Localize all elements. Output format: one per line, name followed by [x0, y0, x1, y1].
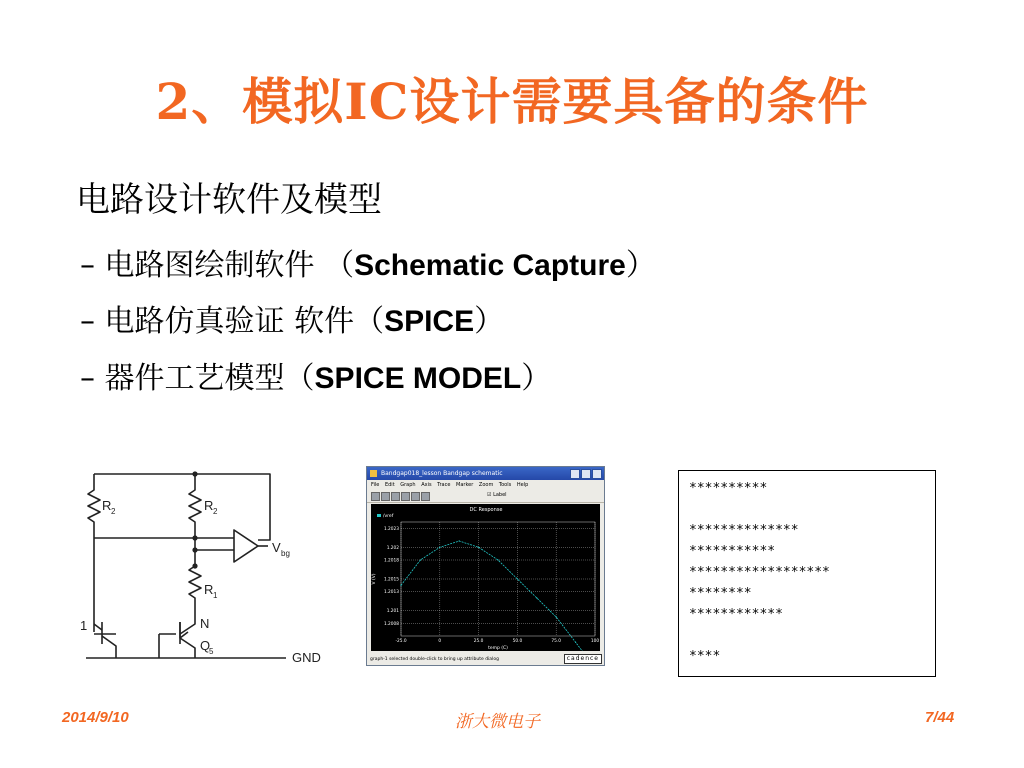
data-point: [536, 597, 537, 598]
label-r2-left-sub: 2: [111, 507, 116, 516]
dc-response-plot: [371, 504, 600, 651]
menu-marker[interactable]: Marker: [456, 482, 474, 488]
y-axis-label: V (V): [372, 573, 377, 585]
bullet-english: SPICE MODEL: [314, 362, 522, 395]
plot-title: DC Response: [469, 507, 503, 513]
data-point: [400, 585, 401, 586]
data-point: [556, 616, 557, 617]
window-title: Bandgap018_lesson Bandgap schematic: [381, 470, 503, 477]
x-tick-label: 0: [438, 639, 442, 644]
legend-swatch: [377, 514, 381, 517]
data-point: [459, 540, 460, 541]
label-r2-mid-sub: 2: [213, 507, 218, 516]
x-tick-label: -25.0: [395, 639, 407, 644]
simulator-window: [366, 466, 605, 666]
model-line: ******************: [689, 565, 830, 580]
y-tick-label: 1.2023: [383, 526, 399, 532]
y-tick-label: 1.202: [386, 545, 399, 551]
label-vbg: V: [272, 540, 281, 555]
model-line: ****: [689, 649, 721, 664]
minimize-icon[interactable]: [570, 469, 580, 479]
data-point: [575, 642, 576, 643]
bullet-schematic-capture: [80, 240, 656, 284]
menu-edit[interactable]: Edit: [384, 482, 395, 488]
bullet-dash: –: [80, 248, 95, 283]
label-q5: Q: [200, 638, 211, 653]
y-tick-label: 1.2013: [383, 590, 399, 596]
close-icon[interactable]: [592, 469, 602, 479]
bullet-spice-model: [80, 353, 551, 397]
menu-trace[interactable]: Trace: [437, 482, 451, 488]
menu-tools[interactable]: Tools: [498, 482, 512, 488]
bullet-end: ）: [474, 304, 505, 339]
bandgap-circuit-diagram: [72, 462, 332, 674]
label-n: N: [200, 616, 210, 631]
data-point: [420, 559, 421, 560]
menu-axis[interactable]: Axis: [421, 482, 432, 488]
menu-help[interactable]: Help: [516, 482, 529, 488]
print-icon[interactable]: [371, 492, 380, 501]
junction-dot: [192, 563, 197, 568]
y-tick-label: 1.201: [386, 609, 399, 615]
data-point: [478, 547, 479, 548]
model-line: ********: [689, 586, 752, 601]
model-line: **********: [689, 481, 768, 496]
slide-title: 2、模拟IC设计需要具备的条件: [155, 72, 869, 131]
series-line-vref: [401, 541, 595, 651]
label-text: Label: [493, 492, 507, 498]
menu-zoom[interactable]: Zoom: [478, 482, 494, 488]
x-tick-label: 100: [590, 639, 600, 644]
bullet-text: 电路图绘制软件 （: [95, 248, 355, 283]
x-tick-label: 75.0: [551, 639, 561, 644]
window-titlebar: [367, 467, 604, 480]
x-axis-label: temp (C): [488, 646, 508, 651]
label-r1-sub: 1: [213, 591, 218, 600]
footer-page-number: 7/44: [925, 709, 955, 726]
label-1: 1: [80, 618, 88, 633]
bullet-spice: [80, 296, 504, 340]
label-gnd: GND: [292, 650, 321, 665]
footer-date: 2014/9/10: [62, 709, 129, 726]
data-point: [497, 559, 498, 560]
toolbar-icon[interactable]: [421, 492, 430, 501]
junction-dot: [192, 535, 197, 540]
model-line: ************: [689, 607, 783, 622]
window-controls: [569, 469, 602, 484]
label-r2-left: R: [102, 498, 112, 513]
data-point: [517, 578, 518, 579]
x-tick-label: 50.0: [512, 639, 523, 644]
cadence-logo: cadence: [564, 654, 602, 664]
app-icon: [370, 470, 377, 477]
spice-model-text-box: [678, 470, 936, 677]
footer-organization: 浙大微电子: [455, 712, 540, 732]
data-point: [439, 547, 440, 548]
bullet-end: ）: [625, 248, 656, 283]
label-r2-mid: R: [204, 498, 214, 513]
junction-dot: [192, 547, 197, 552]
bullet-english: SPICE: [384, 305, 475, 338]
label-checkbox[interactable]: ☑ Label: [487, 492, 507, 498]
x-tick-label: 25.0: [473, 639, 484, 644]
model-line: ***********: [689, 544, 776, 559]
bullet-text: 器件工艺模型（: [95, 361, 315, 396]
subheading: 电路设计软件及模型: [76, 180, 382, 220]
y-tick-label: 1.2008: [383, 621, 399, 627]
toolbar-icon[interactable]: [381, 492, 390, 501]
toolbar-icon[interactable]: [391, 492, 400, 501]
junction-dot: [192, 471, 197, 476]
legend-label: /vref: [383, 514, 394, 519]
label-q5-sub: 5: [209, 647, 214, 656]
y-tick-label: 1.2018: [383, 558, 399, 564]
toolbar-icon[interactable]: [411, 492, 420, 501]
bullet-end: ）: [521, 361, 552, 396]
toolbar-icon[interactable]: [401, 492, 410, 501]
bullet-dash: –: [80, 361, 95, 396]
bullet-text: 电路仿真验证 软件（: [95, 304, 385, 339]
label-r1: R: [204, 582, 214, 597]
menu-graph[interactable]: Graph: [400, 482, 416, 488]
toolbar: [367, 490, 604, 503]
bullet-english: Schematic Capture: [354, 249, 626, 282]
bullet-dash: –: [80, 304, 95, 339]
label-vbg-sub: bg: [281, 549, 290, 558]
model-line: **************: [689, 523, 799, 538]
status-text: graph-1 selected double-click to bring up attribute dialog: [370, 657, 499, 662]
menu-file[interactable]: File: [371, 482, 380, 488]
maximize-icon[interactable]: [581, 469, 591, 479]
y-tick-label: 1.2015: [383, 577, 399, 583]
